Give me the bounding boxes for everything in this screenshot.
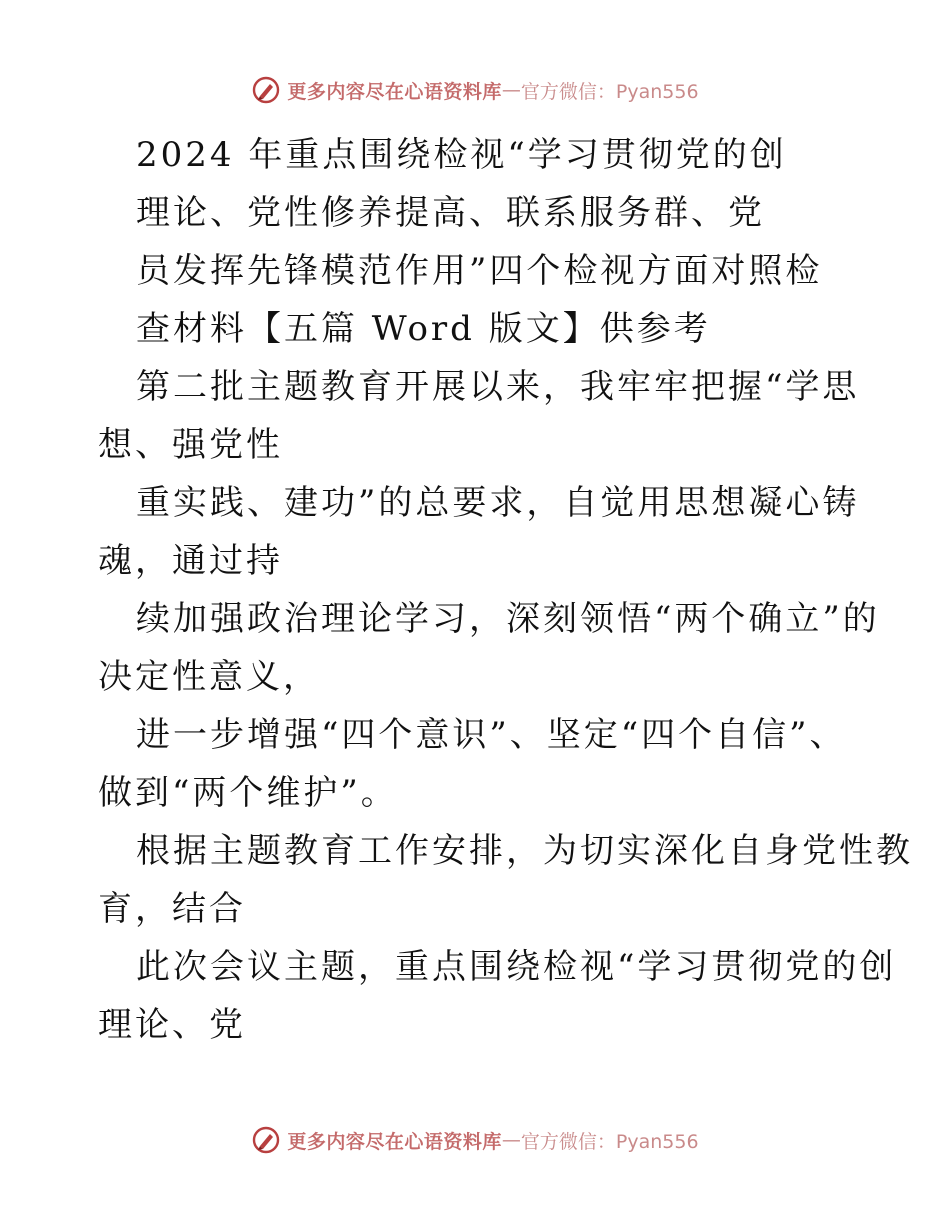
banner-library-text: 更多内容尽在心语资料库 xyxy=(287,80,502,103)
document-body xyxy=(98,126,913,1054)
paragraph-line: 根据主题教育工作安排，为切实深化自身党性教 xyxy=(136,831,913,871)
paragraph-line: 重实践、建功”的总要求，自觉用思想凝心铸 xyxy=(136,483,860,523)
banner-dash: — xyxy=(501,1129,521,1151)
paragraph-line: 做到“两个维护”。 xyxy=(98,773,398,813)
banner-dash: — xyxy=(501,79,521,101)
paragraph-line: 第二批主题教育开展以来，我牢牢把握“学思 xyxy=(136,367,860,407)
paragraph-line: 决定性意义， xyxy=(98,657,320,697)
banner-wechat-id: 官方微信：Pyan556 xyxy=(520,1130,699,1153)
doc-title-line: 2024 年重点围绕检视“学习贯彻党的创 xyxy=(136,135,787,175)
banner-library-text: 更多内容尽在心语资料库 xyxy=(287,1130,502,1153)
paragraph-line: 育，结合 xyxy=(98,889,246,929)
paragraph-line: 续加强政治理论学习，深刻领悟“两个确立”的 xyxy=(136,599,880,639)
doc-title-line: 理论、党性修养提高、联系服务群、党 xyxy=(136,193,765,233)
paragraph-line: 此次会议主题，重点围绕检视“学习贯彻党的创 xyxy=(136,947,897,987)
paragraph-line: 进一步增强“四个意识”、坚定“四个自信”、 xyxy=(136,715,847,755)
pen-logo-icon xyxy=(251,1125,281,1155)
header-watermark-banner xyxy=(0,70,950,110)
pen-logo-icon xyxy=(251,75,281,105)
paragraph-line: 理论、党 xyxy=(98,1005,246,1045)
doc-title-line: 员发挥先锋模范作用”四个检视方面对照检 xyxy=(136,251,823,291)
paragraph-line: 想、强党性 xyxy=(98,425,283,465)
paragraph-line: 魂，通过持 xyxy=(98,541,283,581)
doc-title-line: 查材料【五篇 Word 版文】供参考 xyxy=(136,309,711,349)
banner-wechat-id: 官方微信：Pyan556 xyxy=(520,80,699,103)
footer-watermark-banner xyxy=(0,1120,950,1160)
